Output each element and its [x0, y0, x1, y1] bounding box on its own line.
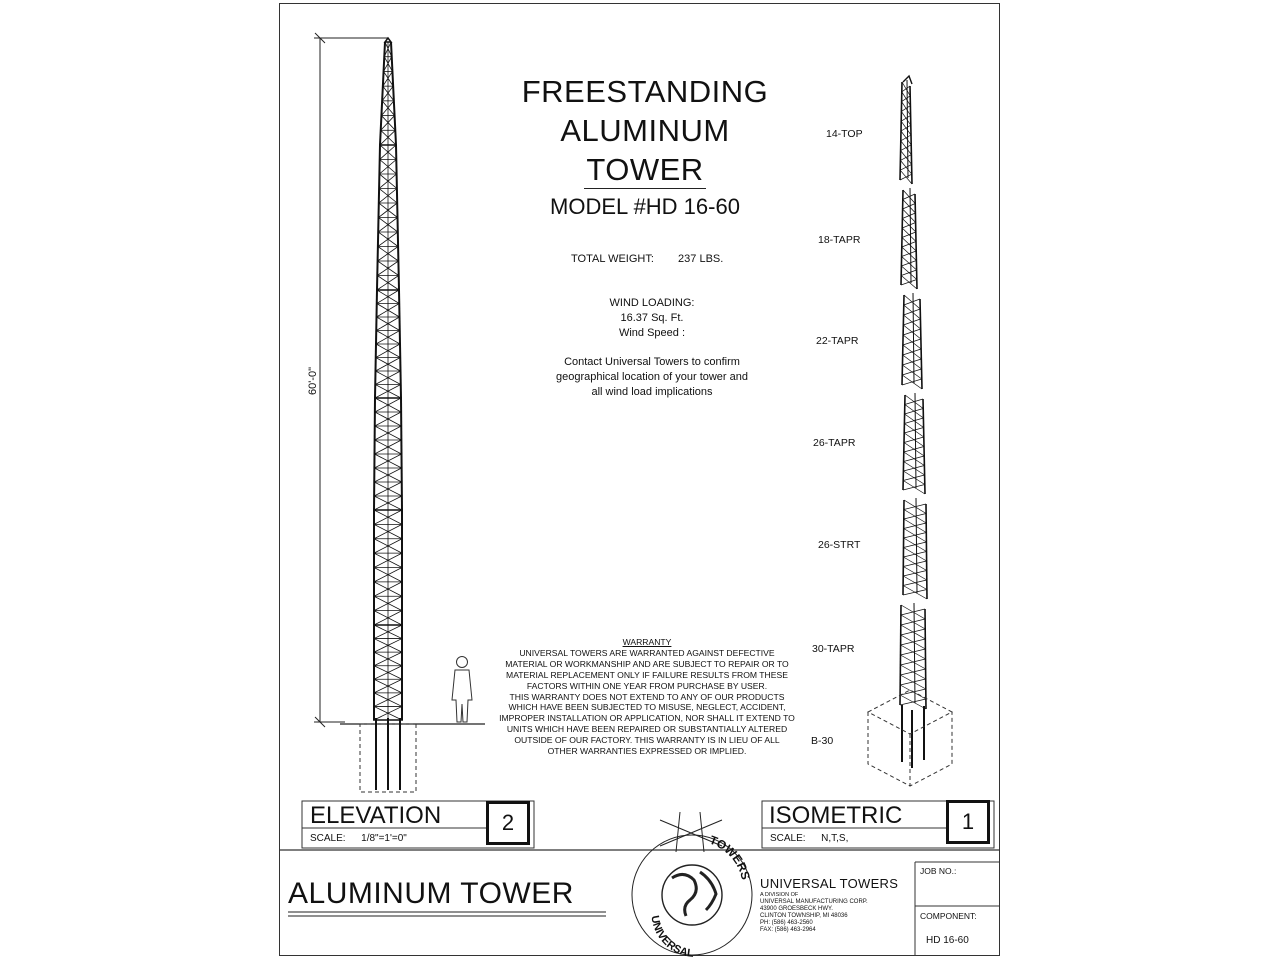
iso-leg	[913, 293, 914, 383]
tower-section	[373, 625, 403, 720]
iso-brace	[900, 155, 911, 161]
iso-tower-section	[901, 188, 917, 289]
drawing-title-block	[480, 72, 810, 220]
iso-brace	[903, 329, 921, 335]
title-line-1: FREESTANDING	[521, 74, 769, 109]
iso-brace	[904, 428, 923, 434]
division-label: A DIVISION OF	[760, 892, 799, 898]
iso-brace	[903, 466, 924, 472]
iso-brace	[902, 369, 921, 375]
iso-brace	[904, 418, 923, 424]
section-label-18-tapr: 18-TAPR	[818, 234, 861, 246]
elevation-tower	[373, 38, 403, 720]
iso-brace	[902, 213, 915, 219]
title-line-2: ALUMINUM	[560, 113, 730, 148]
warranty-text	[486, 637, 808, 757]
title-line-3: TOWER	[586, 152, 704, 187]
warranty-title: WARRANTY	[622, 637, 672, 647]
iso-brace	[900, 669, 925, 675]
iso-brace	[904, 299, 920, 305]
human-figure	[452, 657, 472, 723]
phone: PH: (586) 463-2560	[760, 920, 813, 926]
division-name: UNIVERSAL MANUFACTURING CORP.	[760, 899, 868, 905]
wind-loading-label: WIND LOADING:	[609, 297, 695, 309]
iso-brace	[900, 659, 925, 665]
iso-brace	[904, 533, 927, 539]
warranty-line: WHICH HAVE BEEN SUBJECTED TO MISUSE, NEGLECT, ACCIDENT,	[508, 702, 786, 713]
tower-tip	[385, 38, 391, 42]
iso-brace	[901, 261, 916, 267]
iso-tower-section	[900, 603, 926, 709]
iso-brace	[904, 523, 927, 529]
iso-brace	[903, 194, 915, 200]
isometric-view-number: 1	[946, 800, 990, 844]
iso-brace	[901, 619, 925, 625]
iso-brace	[903, 552, 926, 558]
iso-tower-section	[900, 80, 912, 184]
iso-brace	[901, 649, 926, 655]
elevation-title: ELEVATION	[310, 802, 442, 829]
iso-brace	[902, 242, 916, 248]
iso-tower-section	[902, 293, 922, 389]
iso-brace	[904, 309, 921, 315]
iso-brace	[905, 409, 924, 415]
component-value: HD 16-60	[926, 935, 969, 946]
iso-brace	[902, 96, 911, 102]
warranty-line: MATERIAL REPLACEMENT ONLY IF FAILURE RESULTS FROM THESE	[506, 669, 788, 680]
iso-brace	[901, 125, 911, 131]
tower-section	[373, 398, 403, 510]
tower-section	[379, 42, 397, 145]
iso-brace	[902, 251, 917, 257]
wind-area: 16.37 Sq. Ft.	[620, 312, 684, 324]
iso-brace	[901, 280, 917, 286]
isometric-scale	[770, 833, 848, 844]
iso-brace	[903, 475, 924, 481]
total-weight-value: 237 LBS.	[678, 253, 724, 265]
company-info	[760, 876, 910, 934]
iso-brace	[901, 115, 910, 121]
warranty-line: UNITS WHICH HAVE BEEN REPAIRED OR SUBSTANTIALLY ALTERED	[506, 724, 788, 735]
section-label-30-tapr: 30-TAPR	[812, 643, 855, 655]
contact-line-3: all wind load implications	[591, 386, 713, 398]
fax: FAX: (586) 463-2964	[760, 927, 816, 933]
tower-section	[374, 290, 402, 398]
contact-note	[522, 355, 782, 400]
warranty-line: OUTSIDE OF OUR FACTORY. THIS WARRANTY IS IN LIEU OF ALL	[514, 735, 780, 746]
iso-brace	[902, 232, 916, 238]
iso-brace	[903, 590, 927, 596]
iso-brace	[904, 504, 926, 510]
isometric-foundation	[868, 690, 952, 786]
contact-line-2: geographical location of your tower and	[555, 371, 748, 383]
iso-brace	[903, 561, 926, 567]
iso-brace	[903, 571, 927, 577]
iso-brace	[901, 106, 910, 112]
warranty-line: IMPROPER INSTALLATION OR APPLICATION, NOR SHALL IT EXTEND TO	[499, 713, 795, 724]
total-weight	[571, 253, 723, 265]
footer-title: ALUMINUM TOWER	[288, 877, 574, 910]
iso-brace	[900, 174, 912, 180]
iso-leg	[902, 295, 904, 385]
section-label-14-top: 14-TOP	[826, 128, 863, 140]
isometric-title: ISOMETRIC	[769, 802, 903, 829]
iso-brace	[901, 639, 926, 645]
iso-tower-section	[903, 498, 927, 599]
iso-brace	[903, 319, 920, 325]
warranty-line: THIS WARRANTY DOES NOT EXTEND TO ANY OF OUR PRODUCTS	[509, 691, 785, 702]
warranty-line: FACTORS WITHIN ONE YEAR FROM PURCHASE BY USER.	[526, 680, 768, 691]
height-dimension	[314, 33, 388, 727]
iso-brace	[903, 349, 921, 355]
iso-brace	[901, 270, 916, 276]
iso-brace	[901, 629, 926, 635]
iso-brace	[901, 145, 912, 151]
iso-brace	[903, 339, 921, 345]
iso-brace	[904, 542, 927, 548]
iso-brace	[902, 86, 910, 92]
iso-brace	[903, 204, 916, 210]
address-line-2: CLINTON TOWNSHIP, MI 48036	[760, 913, 848, 919]
iso-brace	[904, 456, 925, 462]
section-label-b-30: B-30	[811, 735, 834, 747]
tower-section	[376, 145, 400, 290]
iso-brace	[904, 437, 924, 443]
iso-brace	[900, 679, 926, 685]
iso-brace	[903, 485, 925, 491]
elevation-view-number: 2	[486, 801, 530, 845]
universal-towers-logo	[632, 812, 752, 957]
contact-line-1: Contact Universal Towers to confirm	[564, 356, 740, 368]
elevation-anchor-legs	[376, 718, 400, 790]
iso-brace	[904, 514, 926, 520]
model-number: MODEL #HD 16-60	[550, 194, 740, 219]
section-label-26-tapr: 26-TAPR	[813, 437, 856, 449]
wind-loading	[552, 296, 752, 341]
company-name: UNIVERSAL TOWERS	[760, 876, 899, 891]
iso-brace	[901, 609, 925, 615]
component-label: COMPONENT:	[920, 911, 977, 921]
warranty-line: UNIVERSAL TOWERS ARE WARRANTED AGAINST DEFECTIVE	[519, 647, 775, 658]
wind-speed-label: Wind Speed :	[618, 327, 686, 339]
warranty-line: OTHER WARRANTIES EXPRESSED OR IMPLIED.	[547, 746, 747, 757]
job-no-label: JOB NO.:	[920, 866, 957, 876]
logo-text-top: TOWERS	[707, 832, 753, 882]
iso-brace	[905, 399, 923, 405]
height-dimension-label: 60'-0"	[307, 366, 319, 396]
iso-brace	[903, 580, 927, 586]
iso-leg	[920, 299, 922, 389]
tower-section	[373, 510, 403, 625]
isometric-scale-label: SCALE:	[770, 833, 806, 844]
elevation-scale	[310, 833, 407, 844]
iso-brace	[900, 699, 926, 705]
section-label-26-strt: 26-STRT	[818, 539, 861, 551]
elevation-scale-label: SCALE:	[310, 833, 346, 844]
elevation-scale-value: 1/8"=1'=0"	[361, 833, 407, 844]
address-line-1: 43900 GROESBECK HWY.	[760, 906, 833, 912]
iso-brace	[902, 223, 915, 229]
iso-brace	[904, 447, 924, 453]
isometric-scale-value: N,T,S,	[821, 833, 849, 844]
iso-brace	[902, 379, 922, 385]
logo-text-ring: UNIVERSAL	[648, 914, 695, 960]
section-label-22-tapr: 22-TAPR	[816, 335, 859, 347]
iso-brace	[902, 359, 921, 365]
isometric-tower	[900, 76, 927, 768]
iso-brace	[901, 135, 911, 141]
iso-brace	[900, 164, 911, 170]
total-weight-label: TOTAL WEIGHT:	[571, 253, 654, 265]
warranty-line: MATERIAL OR WORKMANSHIP AND ARE SUBJECT TO REPAIR OR TO	[505, 658, 789, 669]
iso-tower-section	[903, 393, 925, 494]
